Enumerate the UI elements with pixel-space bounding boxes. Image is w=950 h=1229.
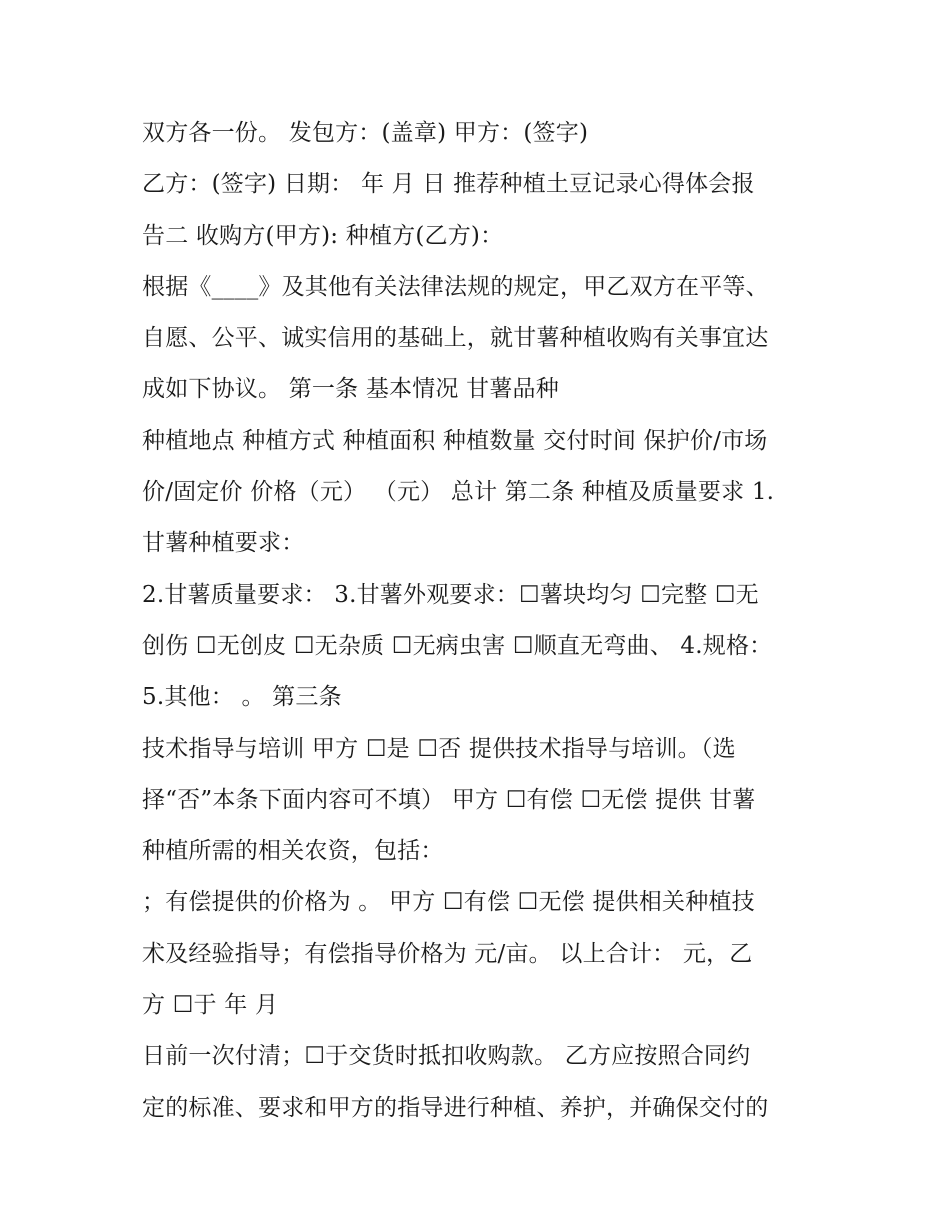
text-line-20: 定的标准、要求和甲方的指导进行种植、养护，并确保交付的	[142, 1094, 769, 1121]
text-line-19: 日前一次付清；☐于交货时抵扣收购款。 乙方应按照合同约	[142, 1043, 751, 1070]
text-line-12: 5.其他： 。 第三条	[142, 684, 342, 711]
text-line-13: 技术指导与培训 甲方 ☐是 ☐否 提供技术指导与培训。（选	[142, 735, 736, 762]
text-line-10: 2.甘薯质量要求： 3.甘薯外观要求：☐薯块均匀 ☐完整 ☐无	[142, 581, 759, 608]
text-line-14: 择“否”本条下面内容可不填） 甲方 ☐有偿 ☐无偿 提供 甘薯	[142, 786, 756, 813]
text-line-9: 甘薯种植要求：	[142, 530, 305, 557]
text-line-18: 方 ☐于 年 月	[142, 992, 279, 1019]
text-line-2: 乙方：(签字) 日期： 年 月 日 推荐种植土豆记录心得体会报	[142, 171, 755, 198]
text-line-7: 种植地点 种植方式 种植面积 种植数量 交付时间 保护价/市场	[142, 427, 768, 454]
text-line-4: 根据《____》及其他有关法律法规的规定，甲乙双方在平等、	[142, 273, 769, 300]
text-line-17: 术及经验指导；有偿指导价格为 元/亩。 以上合计： 元，乙	[142, 940, 753, 967]
text-line-6: 成如下协议。 第一条 基本情况 甘薯品种	[142, 376, 559, 403]
contract-text	[142, 108, 832, 1134]
text-line-15: 种植所需的相关农资，包括：	[142, 838, 444, 865]
text-line-11: 创伤 ☐无创皮 ☐无杂质 ☐无病虫害 ☐顺直无弯曲、 4.规格：	[142, 632, 773, 659]
text-line-8: 价/固定价 价格（元） （元） 总计 第二条 种植及质量要求 1.	[142, 479, 775, 506]
text-line-16: ；有偿提供的价格为 。 甲方 ☐有偿 ☐无偿 提供相关种植技	[142, 889, 755, 916]
text-line-5: 自愿、公平、诚实信用的基础上，就甘薯种植收购有关事宜达	[142, 325, 769, 352]
text-line-1: 双方各一份。 发包方：(盖章) 甲方：(签字)	[142, 120, 589, 146]
text-line-3: 告二 收购方(甲方): 种植方(乙方)：	[142, 222, 504, 249]
